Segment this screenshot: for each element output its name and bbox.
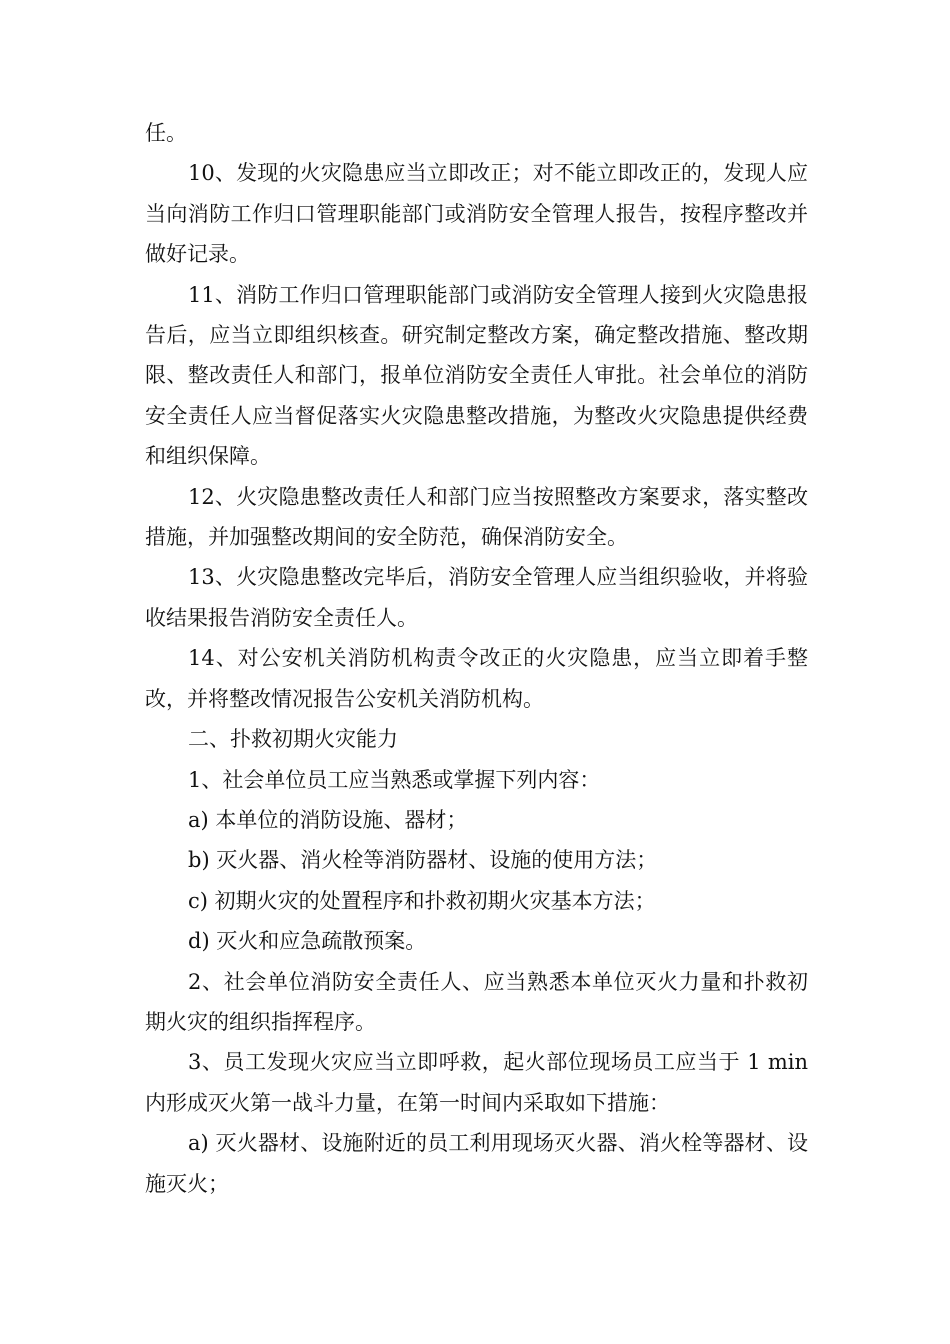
paragraph: 3、员工发现火灾应当立即呼救，起火部位现场员工应当于 1 min 内形成灭火第一战斗力量，在第一时间内采取如下措施：	[145, 1050, 808, 1115]
list-item: b) 灭火器、消火栓等消防器材、设施的使用方法；	[188, 848, 658, 873]
paragraph: 11、消防工作归口管理职能部门或消防安全管理人接到火灾隐患报告后，应当立即组织核查。研究制定整改方案，确定整改措施、整改期限、整改责任人和部门，报单位消防安全责任人审批。社会单位的消防安全责任人应当督促落实火灾隐患整改措施，为整改火灾隐患提供经费和组织保障。	[145, 282, 808, 469]
paragraph: 任。	[145, 121, 187, 145]
list-item: c) 初期火灾的处置程序和扑救初期火灾基本方法；	[188, 888, 656, 913]
section-heading: 二、扑救初期火灾能力	[188, 727, 398, 752]
paragraph: 2、社会单位消防安全责任人、应当熟悉本单位灭火力量和扑救初期火灾的组织指挥程序。	[145, 969, 808, 1034]
paragraph: 1、社会单位员工应当熟悉或掌握下列内容：	[188, 767, 601, 792]
paragraph: 12、火灾隐患整改责任人和部门应当按照整改方案要求，落实整改措施，并加强整改期间的安全防范，确保消防安全。	[145, 484, 808, 550]
list-item: a) 本单位的消防设施、器材；	[188, 807, 468, 832]
list-item: d) 灭火和应急疏散预案。	[188, 929, 427, 954]
paragraph: 10、发现的火灾隐患应当立即改正；对不能立即改正的，发现人应当向消防工作归口管理职能部门或消防安全管理人报告，按程序整改并做好记录。	[145, 161, 808, 267]
paragraph: 13、火灾隐患整改完毕后，消防安全管理人应当组织验收，并将验收结果报告消防安全责任人。	[145, 565, 808, 630]
paragraph: 14、对公安机关消防机构责令改正的火灾隐患，应当立即着手整改，并将整改情况报告公安机关消防机构。	[145, 646, 808, 711]
document-body	[145, 113, 808, 1204]
list-item: a) 灭火器材、设施附近的员工利用现场灭火器、消火栓等器材、设施灭火；	[145, 1131, 808, 1196]
